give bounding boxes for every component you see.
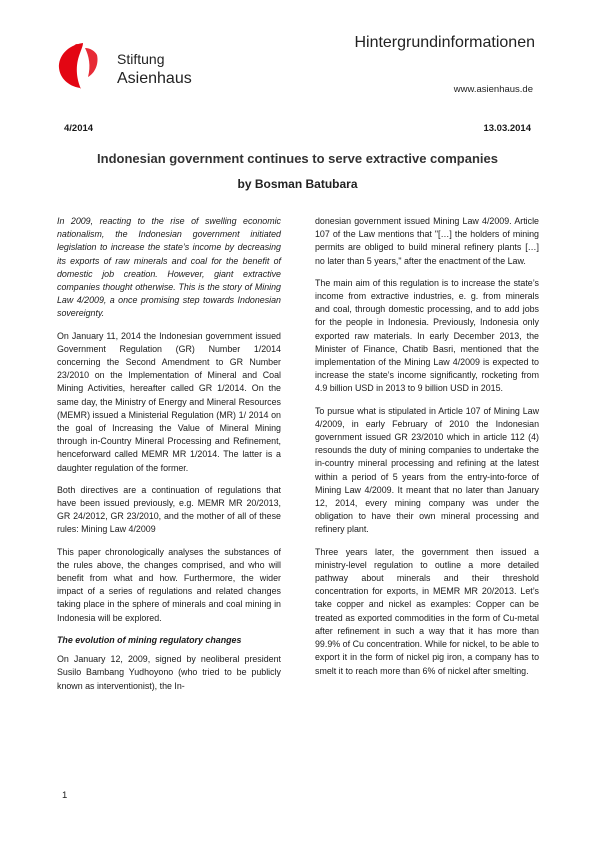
article-title: Indonesian government continues to serve extractive companies [97, 151, 498, 166]
paragraph: To pursue what is stipulated in Article 107 of Mining Law 4/2009, in early February of 2010 the Indonesian government issued GR 23/2010 which in article 112 (4) resounds the duty of mining companies to undertake the in-country mineral processing and refining at the latest within a period of 5 years from the entry-into-force of Mining Law 4/2009. It meant that no later than January 12, 2014, every mining company was under the obligation to have their own mineral processing and refinery plant. [315, 405, 539, 535]
right-column [315, 215, 539, 687]
document-type: Hintergrundinformationen [354, 34, 535, 51]
logo-text-asienhaus: Asienhaus [117, 70, 192, 87]
paragraph: On January 12, 2009, signed by neoliberal president Susilo Bambang Yudhoyono (who tried to be publicly known as interventionist), the In- [57, 654, 281, 691]
left-column [57, 215, 281, 702]
paragraph: The main aim of this regulation is to increase the state’s income from extractive industries, e. g. from minerals and coal, through domestic processing, and to add jobs for the people in Indonesia. Previously, Indonesia only exported raw materials. In early December 2013, the Minister of Finance, Chatib Basri, mentioned that the implementation of the Mining Law 4/2009 is expected to increase the state’s income significantly, rocketing from 4.9 billion USD in 2013 to 9 billion USD in 2015. [315, 277, 539, 394]
asienhaus-logo[interactable] [55, 40, 205, 92]
issue-number: 4/2014 [64, 123, 94, 134]
paragraph: donesian government issued Mining Law 4/2009. Article 107 of the Law mentions that "[…] the holders of mining permits are obliged to build mineral refinery plants […] no later than 5 years," after the enactment of the Law. [315, 216, 539, 266]
paragraph: Both directives are a continuation of regulations that have been issued previously, e.g. MEMR MR 20/2013, GR 24/2012, GR 23/2010, and the mother of all of these rules: Mining Law 4/2009 [57, 484, 281, 535]
abstract: In 2009, reacting to the rise of swelling economic nationalism, the Indonesian government initiated legislation to increase the state’s income by decreasing its exports of raw minerals and coal for the benefit of domestic job creation. However, giant extractive companies thought otherwise. This is the story of Mining Law 4/2009, a once promising step towards Indonesian sovereignty. [57, 216, 281, 319]
publication-date: 13.03.2014 [483, 123, 531, 134]
section-heading: The evolution of mining regulatory changes [57, 634, 242, 645]
paragraph: This paper chronologically analyses the substances of the rules above, the changes comprised, and who will benefit from what and how. Furthermore, the wider impact of a series of regulations and related changes taking place in the sphere of minerals and coal mining in Indonesia will be explored. [57, 546, 281, 623]
page-number: 1 [62, 790, 68, 801]
logo-text-stiftung: Stiftung [117, 51, 165, 67]
website-link[interactable]: www.asienhaus.de [453, 84, 533, 95]
paragraph: On January 11, 2014 the Indonesian government issued Government Regulation (GR) Number 1/2014 concerning the Second Amendment to GR Number 23/2010 on the Implementation of Mineral and Coal Mining Activities, hereafter called GR 1/2014. On the same day, the Ministry of Energy and Mineral Resources (MEMR) issued a Ministerial Regulation (MR) 1/ 2014 on the goal of Increasing the Value of Mineral Mining through in-Country Mineral Processing and Refinement, henceforward called MEMR MR 1/2014. The latter is a daughter regulation of the former. [57, 330, 281, 473]
article-author: by Bosman Batubara [237, 177, 358, 191]
asienhaus-logo-icon [55, 40, 115, 92]
paragraph: Three years later, the government then issued a ministry-level regulation to outline a more detailed pathway about minerals and their threshold concentration for exports, in MEMR MR 20/2013. Let’s take copper and nickel as examples: Copper can be treated as exported commodities in the form of Cu-metal after refinement in such a way that it has more than 99.9% of Cu concentration. While for nickel, to be able to export it in the form of nickel pig iron, a company has to smelt it to reach more than 6% of nickel after smelting. [315, 546, 539, 676]
